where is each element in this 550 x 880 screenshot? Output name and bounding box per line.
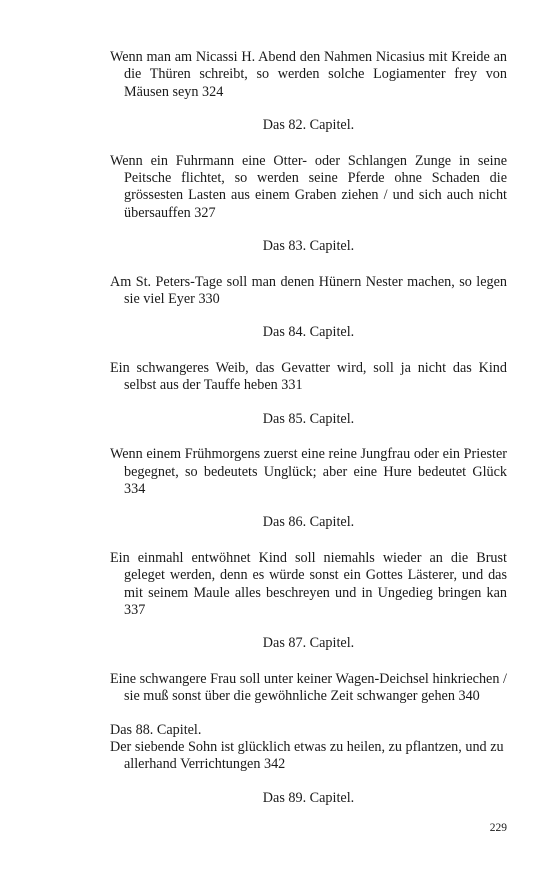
chapter-heading: Das 85. Capitel. <box>262 410 355 427</box>
chapter-heading: Das 86. Capitel. <box>262 514 355 531</box>
chapter-heading: Das 83. Capitel. <box>262 238 355 255</box>
entry-text: Wenn ein Fuhrmann eine Otter- oder Schlangen Zunge in seine Peitsche flichtet, so werden seine Pferde ohne Schaden die grössesten Lasten aus einem Graben ziehen / und sich auch nicht übersauffen 327 <box>110 152 507 221</box>
chapter-heading: Das 87. Capitel. <box>262 635 355 652</box>
page-number: 229 <box>489 822 507 834</box>
page-content <box>110 49 507 807</box>
entry-text: Wenn einem Frühmorgens zuerst eine reine Jungfrau oder ein Priester begegnet, so bedeutets Unglück; aber eine Hure bedeutet Glück 334 <box>110 446 507 497</box>
entry-text: Eine schwangere Frau soll unter keiner Wagen-Deichsel hinkriechen / sie muß sonst über die gewöhnliche Zeit schwanger gehen 340 <box>110 670 507 705</box>
entry-text: Am St. Peters-Tage soll man denen Hünern Nester machen, so legen sie viel Eyer 330 <box>110 273 507 308</box>
entry-text: Der siebende Sohn ist glücklich etwas zu heilen, zu pflantzen, und zu allerhand Verrichtungen 342 <box>110 738 504 773</box>
entry-text: Wenn man am Nicassi H. Abend den Nahmen Nicasius mit Kreide an die Thüren schreibt, so werden solche Logiamenter frey von Mäusen seyn 324 <box>110 49 507 100</box>
entry-text: Ein schwangeres Weib, das Gevatter wird, soll ja nicht das Kind selbst aus der Tauffe heben 331 <box>110 359 507 394</box>
chapter-heading: Das 89. Capitel. <box>262 789 355 806</box>
chapter-heading: Das 84. Capitel. <box>262 324 355 341</box>
entry-text: Ein einmahl entwöhnet Kind soll niemahls wieder an die Brust geleget werden, denn es würde sonst ein Gottes Lästerer, und das mit seinem Maule alles beschreyen und in Ungedieg bringen kan 337 <box>110 549 507 618</box>
chapter-heading: Das 88. Capitel. <box>110 721 202 738</box>
chapter-heading: Das 82. Capitel. <box>262 117 355 134</box>
